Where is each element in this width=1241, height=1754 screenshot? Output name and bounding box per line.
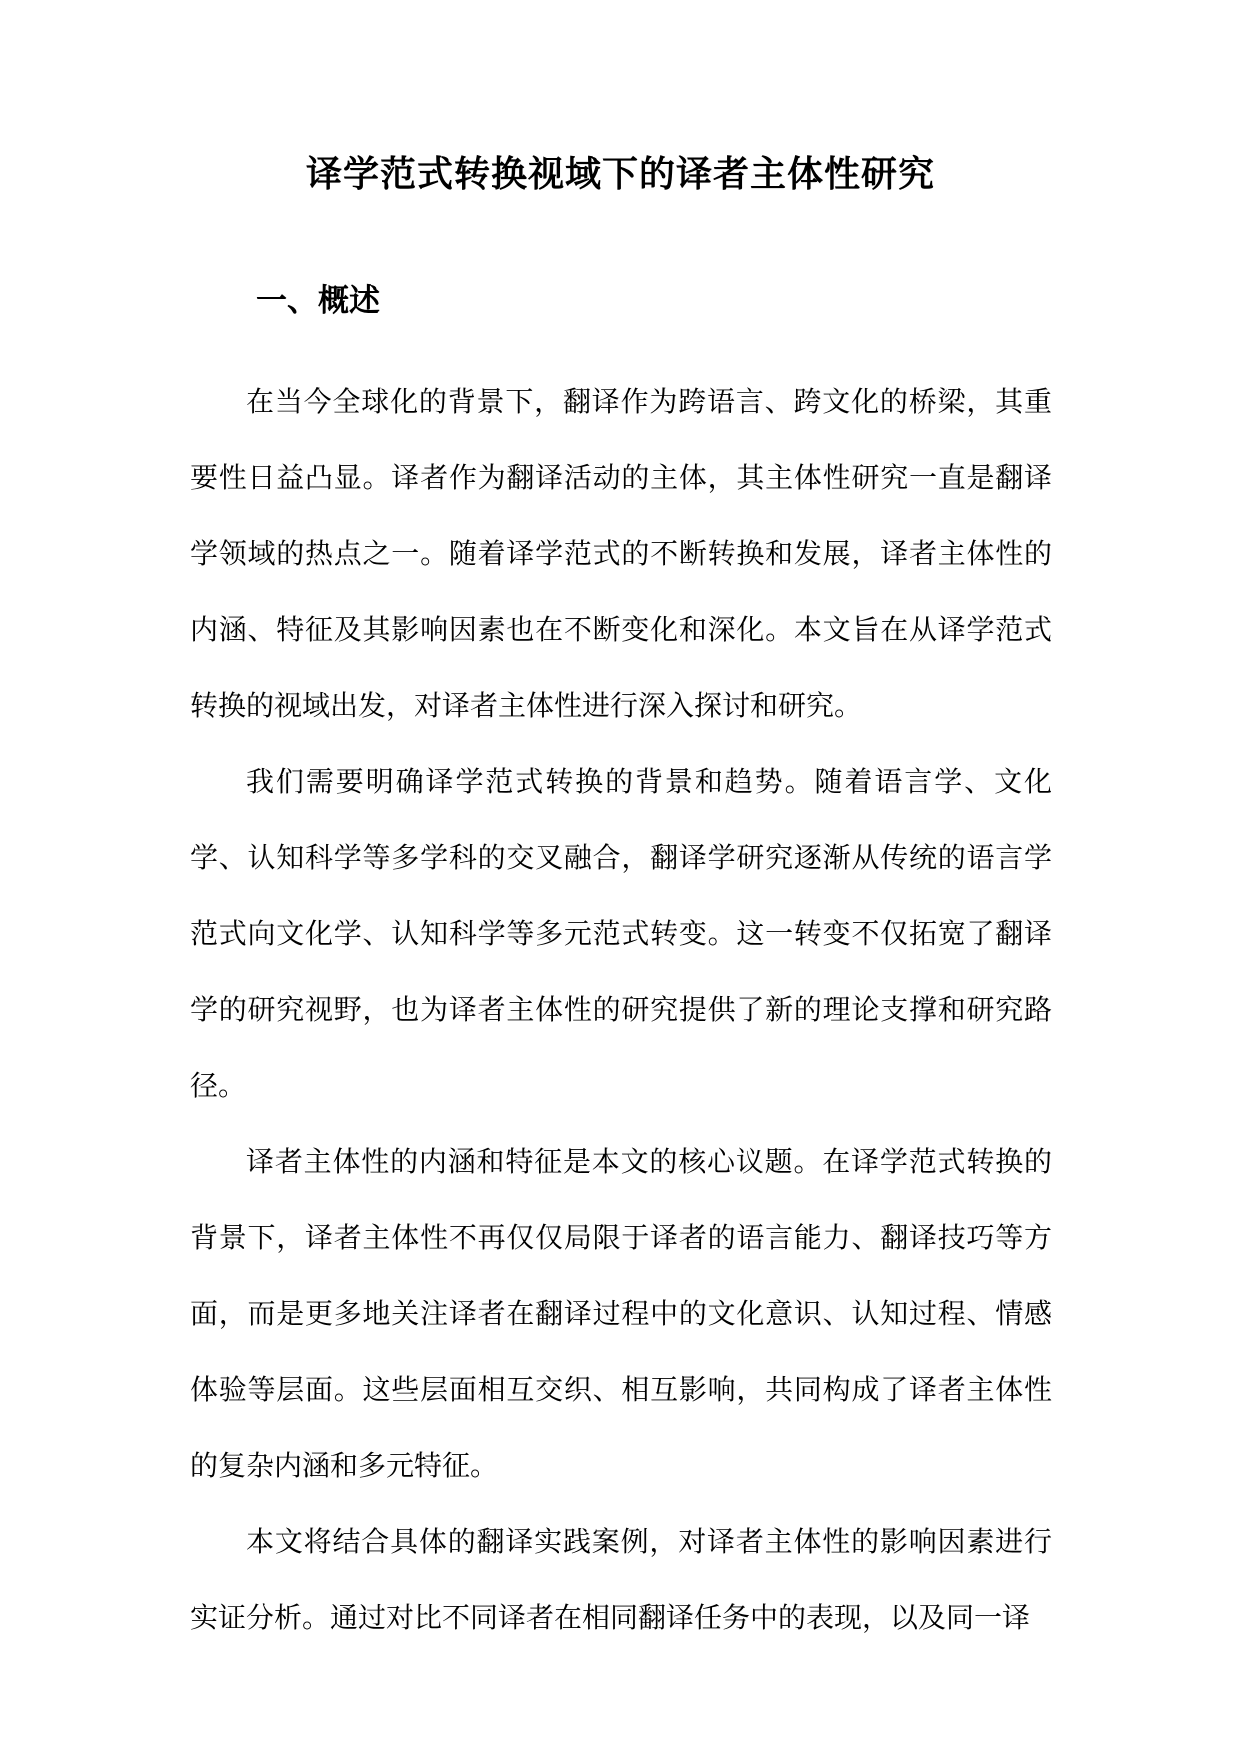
paragraph-1: 在当今全球化的背景下，翻译作为跨语言、跨文化的桥梁，其重要性日益凸显。译者作为翻译活动的主体，其主体性研究一直是翻译学领域的热点之一。随着译学范式的不断转换和发展，译者主体性的内涵、特征及其影响因素也在不断变化和深化。本文旨在从译学范式转换的视域出发，对译者主体性进行深入探讨和研究。: [190, 385, 1052, 722]
section-heading: 一、概述: [256, 283, 380, 319]
document-body: [190, 364, 1052, 1656]
document-title: 译学范式转换视域下的译者主体性研究: [305, 153, 935, 195]
paragraph-3: 译者主体性的内涵和特征是本文的核心议题。在译学范式转换的背景下，译者主体性不再仅仅局限于译者的语言能力、翻译技巧等方面，而是更多地关注译者在翻译过程中的文化意识、认知过程、情感体验等层面。这些层面相互交织、相互影响，共同构成了译者主体性的复杂内涵和多元特征。: [190, 1145, 1052, 1482]
paragraph-2: 我们需要明确译学范式转换的背景和趋势。随着语言学、文化学、认知科学等多学科的交叉融合，翻译学研究逐渐从传统的语言学范式向文化学、认知科学等多元范式转变。这一转变不仅拓宽了翻译学的研究视野，也为译者主体性的研究提供了新的理论支撑和研究路径。: [190, 765, 1052, 1102]
paragraph-4: 本文将结合具体的翻译实践案例，对译者主体性的影响因素进行实证分析。通过对比不同译者在相同翻译任务中的表现，以及同一译: [190, 1525, 1052, 1634]
